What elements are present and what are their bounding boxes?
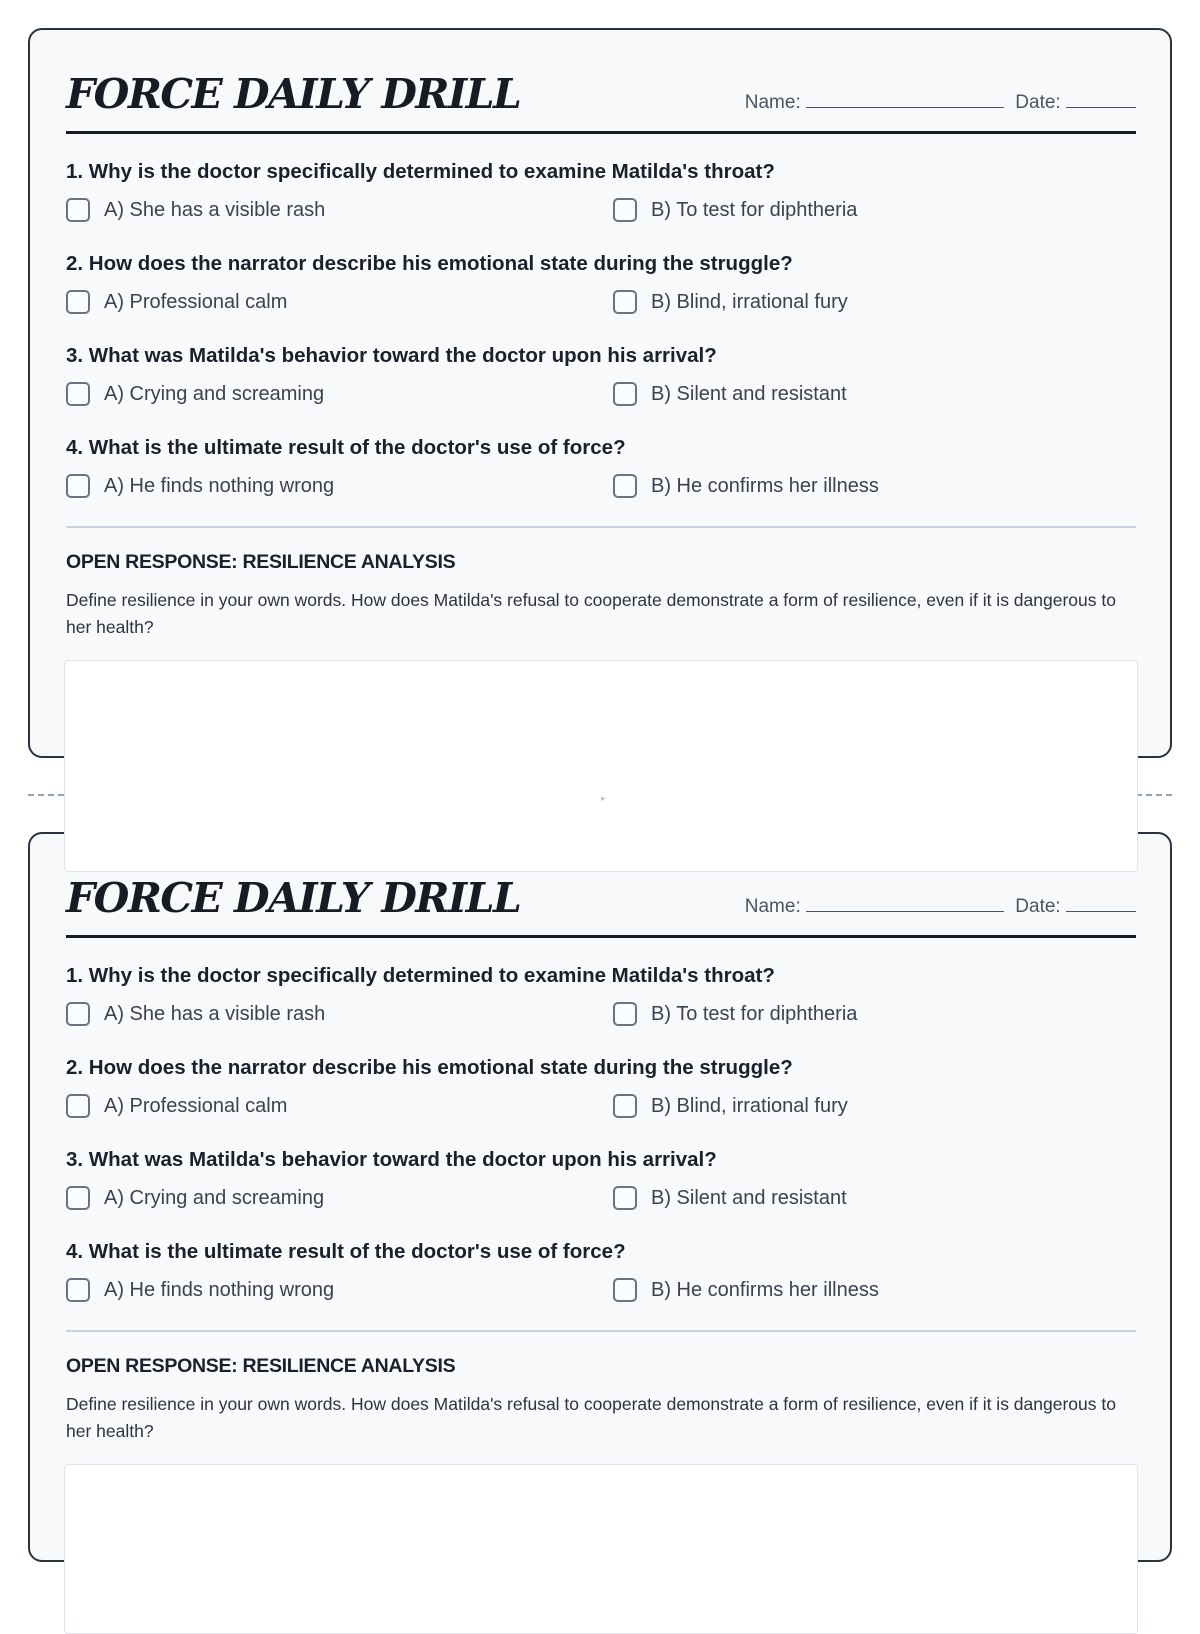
option-b[interactable]: [613, 474, 879, 498]
question-text: 2. How does the narrator describe his emotional state during the struggle?: [66, 1056, 793, 1079]
option-label: B) To test for diphtheria: [651, 1002, 858, 1025]
option-label: B) Silent and resistant: [651, 382, 847, 405]
section-divider: [66, 1330, 1136, 1332]
option-a[interactable]: [66, 198, 325, 222]
option-label: B) He confirms her illness: [651, 1278, 879, 1301]
option-label: A) Professional calm: [104, 290, 288, 313]
checkbox[interactable]: [66, 1002, 90, 1026]
date-label: Date:: [1015, 896, 1061, 917]
question-2: [66, 1056, 1136, 1116]
checkbox[interactable]: [613, 1186, 637, 1210]
option-a[interactable]: [66, 1186, 324, 1210]
option-label: A) He finds nothing wrong: [104, 474, 335, 497]
question-text: 1. Why is the doctor specifically determined to examine Matilda's throat?: [66, 964, 775, 987]
checkbox[interactable]: [66, 198, 90, 222]
question-text: 3. What was Matilda's behavior toward the doctor upon his arrival?: [66, 344, 717, 367]
section-divider: [66, 526, 1136, 528]
name-date-line: [745, 90, 1136, 114]
option-b[interactable]: [613, 382, 847, 406]
question-text: 4. What is the ultimate result of the doctor's use of force?: [66, 1240, 626, 1263]
checkbox[interactable]: [66, 382, 90, 406]
option-b[interactable]: [613, 290, 848, 314]
date-label: Date:: [1015, 92, 1061, 113]
worksheet-title: FORCE DAILY DRILL: [66, 874, 521, 922]
checkbox[interactable]: [66, 474, 90, 498]
checkbox[interactable]: [66, 1186, 90, 1210]
open-response-answer-box[interactable]: [64, 660, 1138, 872]
question-4: [66, 1240, 1136, 1300]
checkbox[interactable]: [66, 290, 90, 314]
option-b[interactable]: [613, 1002, 857, 1026]
checkbox[interactable]: [613, 290, 637, 314]
option-label: B) Blind, irrational fury: [651, 1094, 848, 1117]
name-blank[interactable]: [806, 90, 1004, 108]
question-text: 3. What was Matilda's behavior toward the doctor upon his arrival?: [66, 1148, 717, 1171]
option-a[interactable]: [66, 1094, 287, 1118]
question-text: 1. Why is the doctor specifically determined to examine Matilda's throat?: [66, 160, 775, 183]
question-1: [66, 964, 1136, 1024]
option-label: B) He confirms her illness: [651, 474, 879, 497]
question-4: [66, 436, 1136, 496]
open-response-heading: OPEN RESPONSE: RESILIENCE ANALYSIS: [66, 1355, 456, 1377]
checkbox[interactable]: [613, 198, 637, 222]
header-divider: [66, 131, 1136, 134]
checkbox[interactable]: [613, 1094, 637, 1118]
header-divider: [66, 935, 1136, 938]
question-1: [66, 160, 1136, 220]
checkbox[interactable]: [613, 1278, 637, 1302]
option-label: A) Crying and screaming: [104, 1186, 325, 1209]
name-date-line: [745, 894, 1136, 918]
worksheet-card-bottom: [28, 832, 1172, 1562]
open-response-heading: OPEN RESPONSE: RESILIENCE ANALYSIS: [66, 551, 456, 573]
question-text: 2. How does the narrator describe his emotional state during the struggle?: [66, 252, 793, 275]
option-label: A) She has a visible rash: [104, 1002, 326, 1025]
option-label: A) He finds nothing wrong: [104, 1278, 335, 1301]
resize-grip-icon: ▸: [601, 793, 606, 803]
option-a[interactable]: [66, 382, 324, 406]
option-b[interactable]: [613, 1094, 848, 1118]
question-3: [66, 344, 1136, 404]
date-blank[interactable]: [1066, 90, 1136, 108]
checkbox[interactable]: [613, 474, 637, 498]
question-text: 4. What is the ultimate result of the doctor's use of force?: [66, 436, 626, 459]
option-label: A) She has a visible rash: [104, 198, 326, 221]
checkbox[interactable]: [66, 1094, 90, 1118]
open-response-answer-box[interactable]: [64, 1464, 1138, 1634]
option-a[interactable]: [66, 290, 287, 314]
option-a[interactable]: [66, 474, 334, 498]
name-label: Name:: [744, 92, 801, 113]
option-label: B) Blind, irrational fury: [651, 290, 848, 313]
question-2: [66, 252, 1136, 312]
question-3: [66, 1148, 1136, 1208]
name-label: Name:: [744, 896, 801, 917]
open-response-prompt: Define resilience in your own words. How does Matilda's refusal to cooperate demonstrate a form of resilience, even if it is dangerous to her health?: [66, 1394, 1116, 1441]
option-b[interactable]: [613, 1186, 847, 1210]
option-a[interactable]: [66, 1002, 325, 1026]
option-b[interactable]: [613, 1278, 879, 1302]
option-b[interactable]: [613, 198, 857, 222]
checkbox[interactable]: [66, 1278, 90, 1302]
date-blank[interactable]: [1066, 894, 1136, 912]
open-response-prompt: Define resilience in your own words. How does Matilda's refusal to cooperate demonstrate a form of resilience, even if it is dangerous to her health?: [66, 590, 1116, 637]
option-label: A) Crying and screaming: [104, 382, 325, 405]
checkbox[interactable]: [613, 382, 637, 406]
option-label: B) Silent and resistant: [651, 1186, 847, 1209]
name-blank[interactable]: [806, 894, 1004, 912]
worksheet-card-top: [28, 28, 1172, 758]
checkbox[interactable]: [613, 1002, 637, 1026]
option-a[interactable]: [66, 1278, 334, 1302]
option-label: B) To test for diphtheria: [651, 198, 858, 221]
worksheet-title: FORCE DAILY DRILL: [66, 70, 521, 118]
option-label: A) Professional calm: [104, 1094, 288, 1117]
